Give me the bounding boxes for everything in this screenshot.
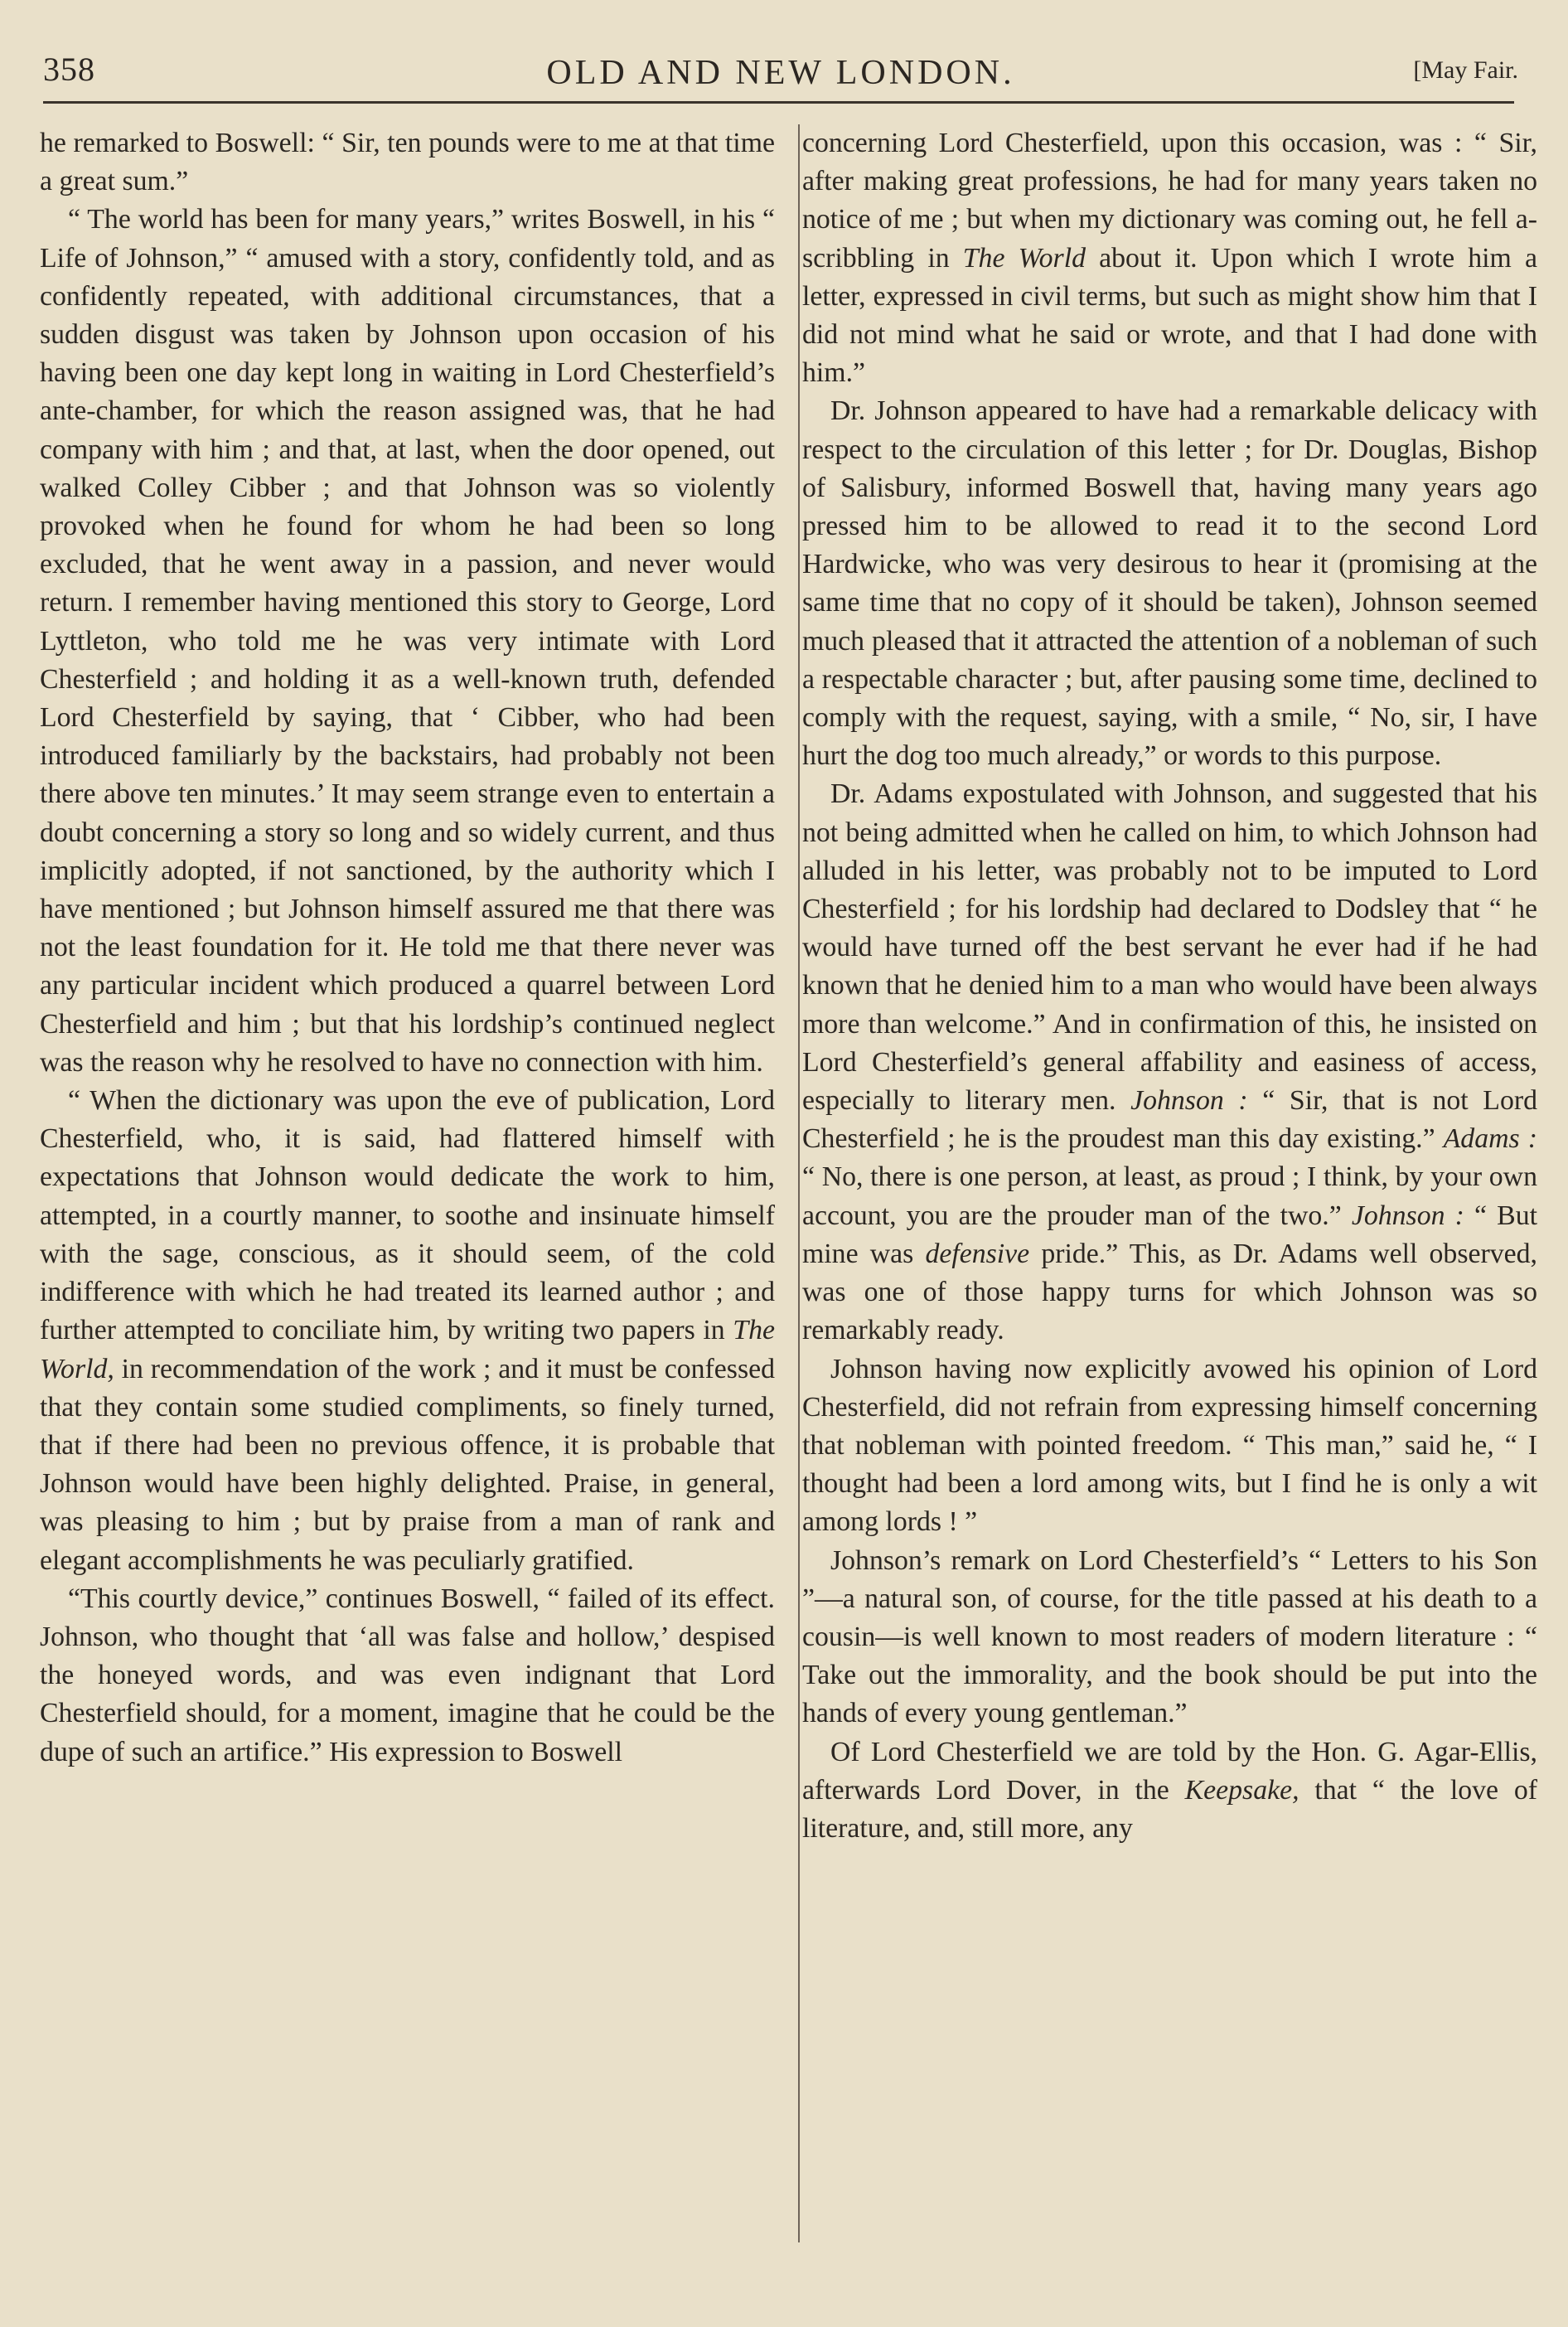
text-run: concerning Lord Chesterfield, upon this occasion, was : “ Sir, after making great professions, he had for many years taken no notice of me ; but when my dictionary was coming out, he fell a-scribbling in: [802, 128, 1537, 274]
italic-title: The World,: [40, 1315, 775, 1384]
running-header: [43, 50, 1518, 99]
paragraph: Dr. Johnson appeared to have had a remarkable delicacy with respect to the circulation of this letter ; for Dr. Douglas, Bishop of Salisbury, informed Boswell that, having many years ago pressed him to be allowed to read it to the second Lord Hardwicke, who was very desirous to hear it (promising at the same time that no copy of it should be taken), Johnson seemed much pleased that it attracted the attention of a nobleman of such a respectable character ; but, after pausing some time, declined to comply with the request, saying, with a smile, “ No, sir, I have hurt the dog too much already,” or words to this purpose.: [802, 395, 1537, 772]
text-run: pride.” This, as Dr. Adams well observed, was one of those happy turns for which Johnson was so remarkably ready.: [802, 1238, 1537, 1346]
column-divider: [798, 124, 800, 2242]
italic-title: The World: [962, 242, 1086, 274]
paragraph: [802, 124, 1537, 392]
header-rule: [43, 101, 1514, 104]
page-number: 358: [43, 51, 95, 88]
paragraph: “ The world has been for many years,” writes Boswell, in his “ Life of Johnson,” “ amused with a story, confidently told, and as confidently repeated, with additional circumstances, that a sudden disgust was taken by Johnson upon occasion of his having been one day kept long in waiting in Lord Chesterfield’s ante-chamber, for which the reason assigned was, that he had company with him ; and that, at last, when the door opened, out walked Colley Cibber ; and that Johnson was so violently provoked when he found for whom he had been so long excluded, that he went away in a passion, and never would return. I remember having mentioned this story to George, Lord Lyttleton, who told me he was very intimate with Lord Chesterfield ; and holding it as a well-known truth, defended Lord Chesterfield by saying, that ‘ Cibber, who had been introduced familiarly by the backstairs, had probably not been there above ten minutes.’ It may seem strange even to entertain a doubt concerning a story so long and so widely current, and thus implicitly adopted, if not sanctioned, by the authority which I have mentioned ; but Johnson himself assured me that there was not the least foundation for it. He told me that there never was any particular incident which produced a quarrel between Lord Chesterfield and him ; but that his lordship’s continued neglect was the reason why he resolved to have no connection with him.: [40, 204, 775, 1078]
emphasis: defensive: [925, 1238, 1030, 1269]
running-title: OLD AND NEW LONDON.: [546, 54, 1015, 92]
text-run: Dr. Adams expostulated with Johnson, and suggested that his not being admitted when he called on him, to which Johnson had alluded in his letter, was probably not to be imputed to Lord Chesterfield ; for his lordship had declared to Dodsley that “ he would have turned off the best servant he ever had if he had known that he denied him to a man who would have been always more than welcome.” And in confirmation of this, he insisted on Lord Chesterfield’s general affability and easiness of access, especially to literary men.: [802, 778, 1537, 1117]
text-run: Of Lord Chesterfield we are told by the Hon. G. Agar-Ellis, afterwards Lord Dover, in the: [802, 1736, 1537, 1806]
text-run: “ When the dictionary was upon the eve of publication, Lord Chesterfield, who, it is said, had flattered himself with expectations that Johnson would dedicate the work to him, attempted, in a courtly manner, to soothe and insinuate himself with the sage, conscious, as it should seem, of the cold indifference with which he had treated its learned author ; and further attempted to conciliate him, by writing two papers in: [40, 1085, 775, 1346]
section-label: [May Fair.: [1413, 56, 1518, 84]
text-run: “ No, there is one person, at least, as proud ; I think, by your own account, you are the prouder man of the two.”: [802, 1161, 1537, 1231]
text-run: “ But mine was: [802, 1200, 1538, 1269]
text-run: about it. Upon which I wrote him a letter, expressed in civil terms, but such as might show him that I did not mind what he said or wrote, and that I had done with him.”: [802, 242, 1537, 389]
italic-title: Keepsake,: [1184, 1774, 1299, 1806]
left-column: [40, 124, 775, 1772]
right-column: [802, 124, 1537, 1848]
paragraph: [802, 1733, 1537, 1849]
speaker-label: Johnson :: [1351, 1200, 1464, 1231]
speaker-label: Adams :: [1443, 1123, 1537, 1155]
paragraph: Johnson having now explicitly avowed his opinion of Lord Chesterfield, did not refrain from expressing himself concerning that nobleman with pointed freedom. “ This man,” said he, “ I thought had been a lord among wits, but I find he is only a wit among lords ! ”: [802, 1353, 1537, 1538]
paragraph: [802, 775, 1537, 1350]
text-run: “ Sir, that is not Lord Chesterfield ; he is the proudest man this day existing.”: [802, 1085, 1537, 1155]
speaker-label: Johnson :: [1130, 1085, 1248, 1117]
paragraph: [40, 1082, 775, 1580]
text-run: that “ the love of literature, and, still more, any: [802, 1774, 1537, 1844]
paragraph: “This courtly device,” continues Boswell, “ failed of its effect. Johnson, who thought that ‘all was false and hollow,’ despised the honeyed words, and was even indignant that Lord Chesterfield should, for a moment, imagine that he could be the dupe of such an artifice.” His expression to Boswell: [40, 1583, 775, 1767]
paragraph: Johnson’s remark on Lord Chesterfield’s “ Letters to his Son ”—a natural son, of course, for the title passed at his death to a cousin—is well known to most readers of modern literature : “ Take out the immorality, and the book should be put into the hands of every young gentleman.”: [802, 1544, 1537, 1729]
paragraph: he remarked to Boswell: “ Sir, ten pounds were to me at that time a great sum.”: [40, 128, 775, 197]
text-run: in recommendation of the work ; and it must be confessed that they contain some studied compliments, so finely turned, that if there had been no previous offence, it is probable that Johnson would have been highly delighted. Praise, in general, was pleasing to him ; but by praise from a man of rank and elegant accomplishments he was peculiarly gratified.: [40, 1353, 775, 1576]
